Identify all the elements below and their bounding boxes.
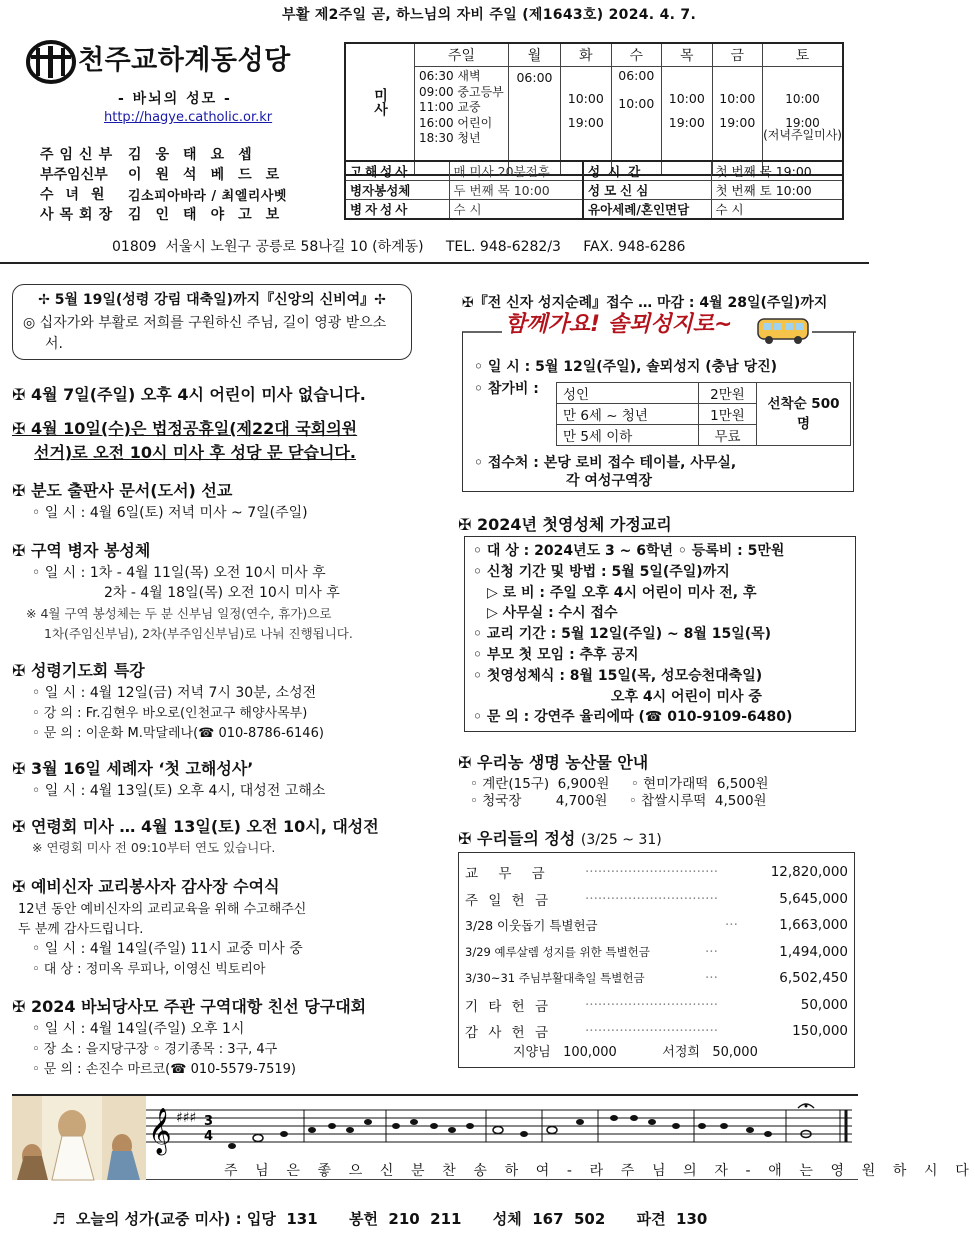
section-books: ✠ 분도 출판사 문서(도서) 선교	[12, 481, 233, 500]
wed-times: 06:00 10:00	[611, 67, 662, 175]
staff-name: 김웅태요셉	[128, 147, 266, 163]
parish-url[interactable]: http://hagye.catholic.or.kr	[104, 110, 273, 125]
offerings-title: ✠ 우리들의 정성 (3/25 ~ 31)	[458, 829, 662, 848]
section-line: 12년 동안 예비신자의 교리교육을 위해 수고해주신	[18, 902, 307, 917]
section-note: ※ 4월 구역 봉성체는 두 분 신부님 일정(연수, 휴가)으로	[26, 606, 332, 621]
music-staff	[146, 1100, 852, 1162]
donor-line: 지양님 100,000 서정희 50,000	[513, 1044, 758, 1060]
staff-name: 김소피아바라 / 최엘리사벳	[128, 188, 287, 204]
parish-name: 천주교하계동성당	[78, 45, 291, 76]
staff-role: 부주임신부	[40, 167, 108, 183]
notice-holiday: ✠ 4월 10일(수)은 법정공휴일(제22대 국회의원	[12, 419, 358, 438]
section-note: 1차(주임신부님), 2차(부주임신부님)로 나눠 진행됩니다.	[44, 626, 353, 641]
staff-name: 이원석베드로	[128, 167, 294, 183]
bus-icon	[756, 316, 812, 346]
section-line: ◦ 일 시 : 4월 6일(토) 저녁 미사 ~ 7일(주일)	[32, 505, 308, 521]
notice-holiday-cont: 선거)로 오전 10시 미사 후 성당 문 닫습니다.	[34, 443, 356, 462]
section-line: ◦ 강 의 : Fr.김현우 바오로(인천교구 해양사목부)	[32, 706, 308, 721]
section-line: 2차 - 4월 18일(목) 오전 10시 미사 후	[104, 585, 340, 601]
services-table: 고해성사 매 미사 20분전후 성시간 첫 번째 목 19:00 병자봉성체 두 번째 목 10:00 성모신심 첫 번째 토 10:00 병자성사 수 시 유아세례/혼인면담 수 시	[344, 160, 844, 220]
mass-schedule-table	[344, 42, 844, 176]
section-sick-communion: ✠ 구역 병자 봉성체	[12, 541, 151, 560]
acclamation-box	[12, 284, 412, 360]
parish-logo-icon	[26, 40, 76, 84]
day-header: 월	[508, 43, 560, 67]
day-header: 수	[611, 43, 662, 67]
svg-text:4: 4	[204, 1129, 214, 1144]
risen-christ-image	[12, 1096, 146, 1180]
section-line: ◦ 장 소 : 을지당구장 ◦ 경기종목 : 3구, 4구	[32, 1042, 278, 1057]
section-line: ◦ 문 의 : 손진수 마르코(☎ 010-5579-7519)	[32, 1062, 297, 1077]
section-line: ◦ 문 의 : 이운화 M.막달레나(☎ 010-8786-6146)	[32, 726, 324, 741]
section-line: ◦ 일 시 : 4월 14일(주일) 오후 1시	[32, 1021, 245, 1037]
mass-label: 미사	[345, 43, 415, 175]
hymn-numbers: ♬ 오늘의 성가(교중 미사) : 입당 131 봉헌 210 211 성체 167 502 파견 130	[52, 1210, 708, 1228]
produce-list: ◦ 계란(15구) 6,900원 ◦ 현미가래떡 6,500원 ◦ 청국장 4,700원 ◦ 찹쌀시루떡 4,500원	[470, 776, 769, 809]
staff-role: 주임신부	[40, 147, 119, 163]
communion-box: ◦ 대 상 : 2024년도 3 ~ 6학년 ◦ 등록비 : 5만원 ◦ 신청 기간 및 방법 : 5월 5일(주일)까지 ▷ 로 비 : 주일 오후 4시 어린이 미사 전, 후 ▷ 사무실 : 수시 접수 ◦ 교리 기간 : 5월 12일(주일) ~ 8월 15일(목) ◦ 부모 첫 모임 : 추후 공지 ◦ 첫영성체식 : 8월 15일(목, 성모승천대축일) 오후 4시 어린이 미사 중 ◦ 문 의 : 강연주 율리에따 (☎ 010-9109-6480)	[464, 536, 856, 732]
day-header: 토	[763, 43, 843, 67]
divider	[0, 262, 869, 264]
tue-times: 10:00 19:00	[561, 67, 612, 175]
staff-list	[40, 144, 320, 224]
section-line: ◦ 대 상 : 정미옥 루피나, 이영신 빅토리아	[32, 962, 266, 977]
day-header: 목	[662, 43, 713, 67]
section-prayer-meeting: ✠ 성령기도회 특강	[12, 661, 145, 680]
parish-subtitle: - 바뇌의 성모 -	[118, 91, 232, 107]
day-header: 화	[561, 43, 612, 67]
pilgrimage-banner: 함께가요! 솔뫼성지로~	[505, 312, 733, 337]
section-line: 두 분께 감사드립니다.	[18, 922, 144, 937]
address-line: 01809 서울시 노원구 공릉로 58나길 10 (하계동) TEL. 948-6282/3 FAX. 948-6286	[112, 239, 686, 255]
mon-times: 06:00	[508, 67, 560, 175]
song-lyrics: 주 님 은 좋 으 신 분 찬 송 하 여 - 라 주 님 의 자 - 애 는 영 원 하 시 다	[224, 1163, 975, 1179]
section-line: ◦ 일 시 : 4월 13일(토) 오후 4시, 대성전 고해소	[32, 783, 326, 799]
section-line: ◦ 일 시 : 4월 14일(주일) 11시 교중 미사 중	[32, 941, 303, 957]
staff-role: 사목회장	[40, 207, 119, 223]
sunday-times: 06:30 새벽 09:00 중고등부 11:00 교중 16:00 어린이 18:30 청년	[415, 67, 509, 175]
fri-times: 10:00 19:00	[712, 67, 763, 175]
section-first-confession: ✠ 3월 16일 세례자 ‘첫 고해성사’	[12, 759, 254, 778]
treble-clef-icon: 𝄞	[148, 1108, 172, 1154]
notice-children-mass: ✠ 4월 7일(주일) 오후 4시 어린이 미사 없습니다.	[12, 385, 366, 404]
staff-name: 김인태야고보	[128, 207, 294, 223]
section-memorial-mass: ✠ 연령회 미사 … 4월 13일(토) 오전 10시, 대성전	[12, 817, 379, 836]
fee-table: 성인 2만원 선착순 500명 만 6세 ~ 청년 1만원 만 5세 이하 무료	[556, 382, 851, 446]
section-note: ※ 연령회 미사 전 09:10부터 연도 있습니다.	[32, 840, 276, 855]
day-header: 금	[712, 43, 763, 67]
pilgrimage-fee-label: ◦ 참가비 :	[474, 381, 539, 397]
issue-line: 부활 제2주일 곧, 하느님의 자비 주일 (제1643호) 2024. 4. 7.	[282, 7, 697, 23]
pilgrimage-place-cont: 각 여성구역장	[566, 473, 653, 489]
section-catechist-award: ✠ 예비신자 교리봉사자 감사장 수여식	[12, 877, 280, 896]
section-billiards: ✠ 2024 바뇌당사모 주관 구역대항 친선 당구대회	[12, 997, 367, 1016]
svg-text:3: 3	[204, 1114, 214, 1129]
section-line: ◦ 일 시 : 1차 - 4월 11일(목) 오전 10시 미사 후	[32, 565, 326, 581]
acclamation-title: ✢ 5월 19일(성령 강림 대축일)까지『신앙의 신비여』✢	[38, 292, 386, 308]
section-line: ◦ 일 시 : 4월 12일(금) 저녁 7시 30분, 소성전	[32, 685, 317, 701]
pilgrimage-place: ◦ 접수처 : 본당 로비 접수 테이블, 사무실,	[474, 455, 737, 471]
staff-role: 수녀원	[40, 187, 117, 203]
produce-title: ✠ 우리농 생명 농산물 안내	[458, 753, 649, 772]
day-header: 주일	[415, 43, 509, 67]
offerings-box: 교 무 금 ······························· 12,820,000 주 일 헌 금 ······························· 5,645,000 3/28 이웃돕기 특별헌금 ··· 1,663,000 3/29 예루살렘 성지를 위한 특별헌금 ··· 1,494,000 3/30~31 주님부활대축일 특별헌금 ··· 6,502,450 기 타 헌 금 ······························· 50,000 감 사 헌 금 ······························· 150,000 지양님 100,000 서정희 50,000	[458, 852, 855, 1068]
sat-times: 10:00 19:00 (저녁주일미사)	[763, 67, 843, 175]
thu-times: 10:00 19:00	[662, 67, 713, 175]
acclamation-body: ◎ 십자가와 부활로 저희를 구원하신 주님, 길이 영광 받으소서.	[23, 315, 387, 352]
svg-text:♯♯♯: ♯♯♯	[176, 1110, 197, 1126]
communion-title: ✠ 2024년 첫영성체 가정교리	[458, 515, 672, 534]
pilgrimage-date: ◦ 일 시 : 5월 12일(주일), 솔뫼성지 (충남 당진)	[474, 359, 778, 375]
pilgrimage-title: ✠『전 신자 성지순례』접수 … 마감 : 4월 28일(주일)까지	[462, 295, 828, 311]
